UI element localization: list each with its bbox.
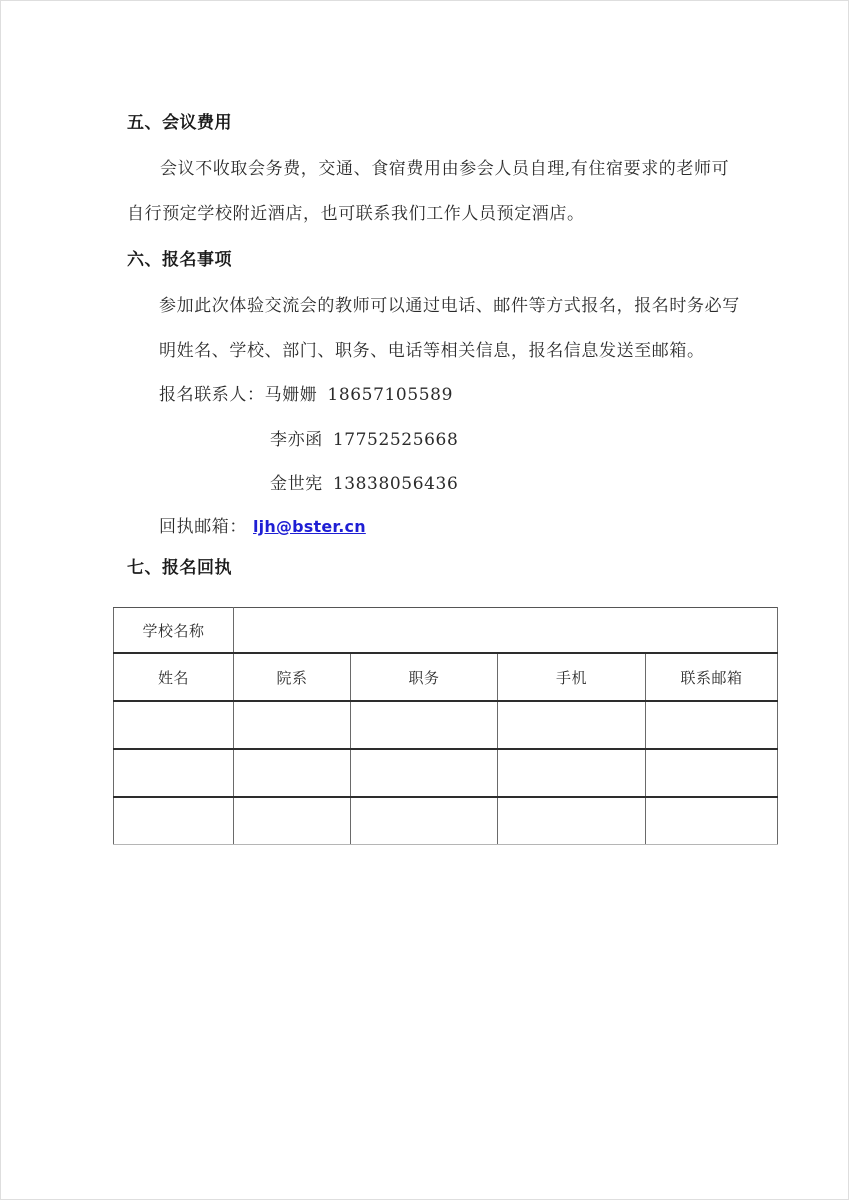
contact-line-3 [270,473,458,495]
contact-1-phone: 18657105589 [327,385,453,405]
reply-table-empty-cell [498,797,646,845]
contact-1-name: 马姗姗 [264,385,318,405]
reply-table-empty-cell [351,701,498,749]
column-header-position: 职务 [351,653,498,701]
reply-table-school-row [114,608,778,654]
section-5-heading: 五、会议费用 [127,113,232,133]
contact-label: 报名联系人： [159,385,265,405]
column-header-name: 姓名 [114,653,234,701]
reply-table-empty-row [114,749,778,797]
reply-table-empty-row [114,701,778,749]
reply-table-empty-cell [351,797,498,845]
contact-line-2 [270,429,458,451]
reply-table-empty-cell [646,749,778,797]
reply-table-empty-cell [114,749,234,797]
contact-2-phone: 17752525668 [332,430,459,450]
section-5-paragraph-line-2: 自行预定学校附近酒店，也可联系我们工作人员预定酒店。 [127,204,585,224]
reply-table-empty-cell [114,797,234,845]
reply-email-label: 回执邮箱： [159,517,247,537]
reply-table-header-row [114,653,778,701]
column-header-department: 院系 [234,653,351,701]
reply-table-empty-cell [114,701,234,749]
reply-table-empty-cell [234,749,351,797]
column-header-mobile: 手机 [498,653,646,701]
reply-table [113,607,778,845]
section-5-paragraph-line-1: 会议不收取会务费，交通、食宿费用由参会人员自理,有住宿要求的老师可 [160,159,730,179]
section-6-heading: 六、报名事项 [127,250,232,270]
section-6-paragraph-line-1: 参加此次体验交流会的教师可以通过电话、邮件等方式报名，报名时务必写 [159,296,740,316]
reply-table-empty-cell [646,797,778,845]
school-name-value [234,608,778,654]
contact-3-name: 金世宪 [270,474,323,494]
reply-table-empty-cell [234,701,351,749]
reply-table-empty-cell [234,797,351,845]
reply-email-link[interactable]: ljh@bster.cn [253,517,366,536]
contact-3-phone: 13838056436 [332,474,459,494]
section-6-paragraph-line-2: 明姓名、学校、部门、职务、电话等相关信息，报名信息发送至邮箱。 [159,341,705,361]
school-name-label: 学校名称 [114,608,234,654]
reply-table-empty-cell [498,749,646,797]
column-header-email: 联系邮箱 [646,653,778,701]
section-7-heading: 七、报名回执 [127,558,232,578]
contact-2-name: 李亦函 [270,430,323,450]
reply-table-empty-row [114,797,778,845]
reply-table-empty-cell [498,701,646,749]
contact-line-1 [159,384,453,406]
reply-table-empty-cell [351,749,498,797]
reply-email-line [159,516,366,538]
reply-table-empty-cell [646,701,778,749]
reply-table-body [114,608,778,845]
